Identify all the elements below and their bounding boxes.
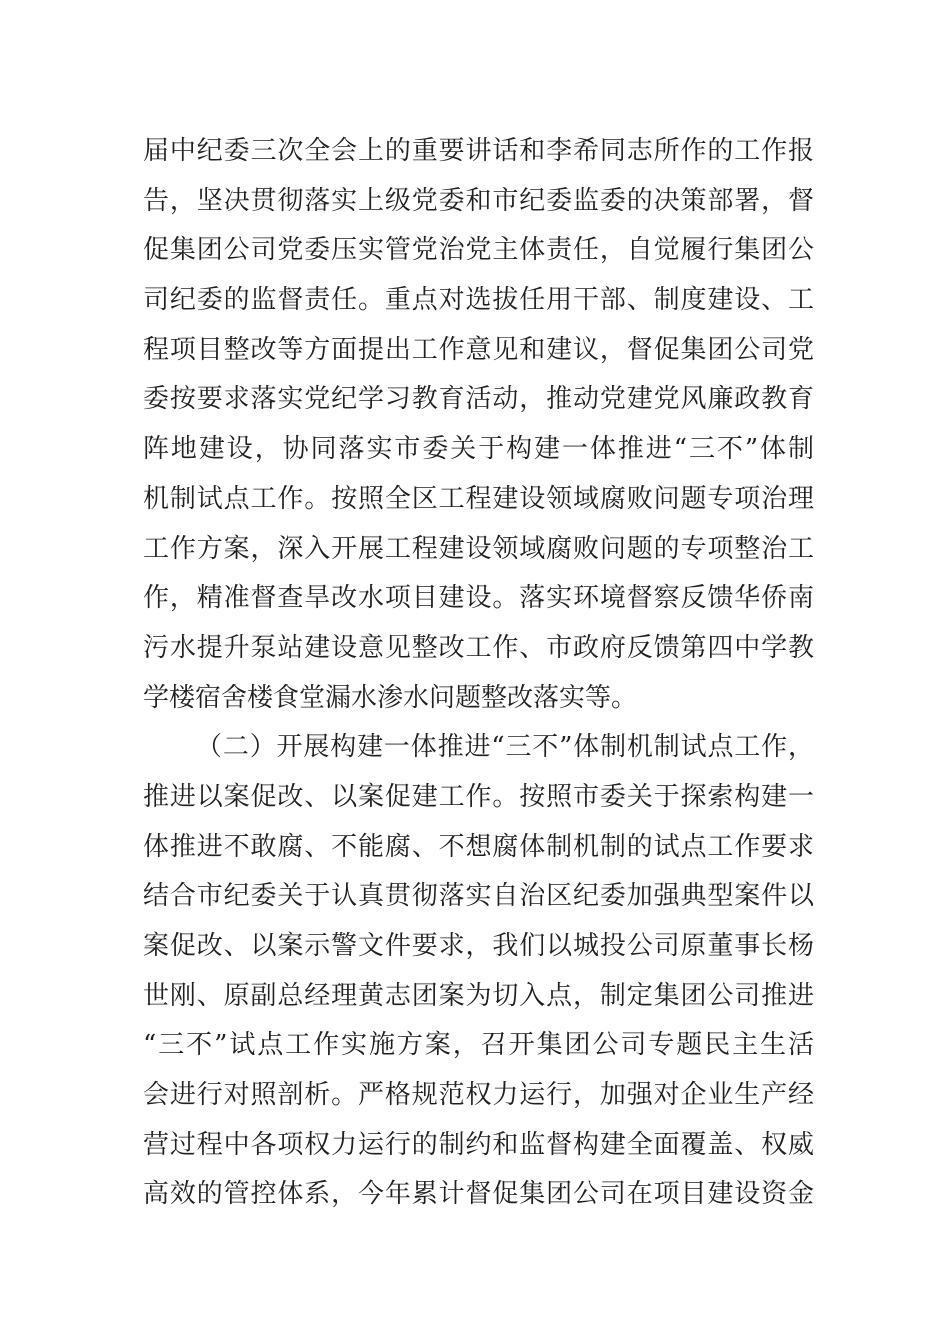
document-body: [143, 127, 814, 1220]
text-line-9: 工作方案，深入开展工程建设领域腐败问题的专项整治工: [143, 533, 814, 564]
text-line-4: 司纪委的监督责任。重点对选拔任用干部、制度建设、工: [143, 285, 814, 316]
text-line-15: 体推进不敢腐、不能腐、不想腐体制机制的试点工作要求: [143, 831, 814, 862]
text-line-7: 阵地建设，协同落实市委关于构建一体推进“三不”体制: [143, 434, 814, 465]
text-line-11: 污水提升泵站建设意见整改工作、市政府反馈第四中学教: [143, 632, 814, 663]
text-line-21: 营过程中各项权力运行的制约和监督构建全面覆盖、权威: [143, 1129, 814, 1160]
text-line-16: 结合市纪委关于认真贯彻落实自治区纪委加强典型案件以: [143, 881, 814, 912]
text-line-6: 委按要求落实党纪学习教育活动，推动党建党风廉政教育: [143, 384, 814, 415]
text-line-17: 案促改、以案示警文件要求，我们以城投公司原董事长杨: [143, 931, 814, 961]
text-line-18: 世刚、原副总经理黄志团案为切入点，制定集团公司推进: [143, 980, 814, 1011]
text-line-20: 会进行对照剖析。严格规范权力运行，加强对企业生产经: [143, 1080, 814, 1111]
text-line-12-paragraph-end: 学楼宿舍楼食堂漏水渗水问题整改落实等。: [143, 682, 638, 713]
text-line-2: 告，坚决贯彻落实上级党委和市纪委监委的决策部署，督: [143, 185, 814, 216]
text-line-19: “三不”试点工作实施方案，召开集团公司专题民主生活: [143, 1030, 814, 1061]
text-line-10: 作，精准督查旱改水项目建设。落实环境督察反馈华侨南: [143, 583, 814, 614]
text-line-1: 届中纪委三次全会上的重要讲话和李希同志所作的工作报: [143, 136, 814, 166]
text-line-13-paragraph-start: （二）开展构建一体推进“三不”体制机制试点工作，: [196, 732, 814, 763]
text-line-8: 机制试点工作。按照全区工程建设领域腐败问题专项治理: [143, 483, 814, 514]
text-line-3: 促集团公司党委压实管党治党主体责任，自觉履行集团公: [143, 235, 814, 266]
text-line-14: 推进以案促改、以案促建工作。按照市委关于探索构建一: [143, 781, 814, 812]
text-line-22: 高效的管控体系，今年累计督促集团公司在项目建设资金: [143, 1179, 814, 1210]
text-line-5: 程项目整改等方面提出工作意见和建议，督促集团公司党: [143, 334, 814, 365]
